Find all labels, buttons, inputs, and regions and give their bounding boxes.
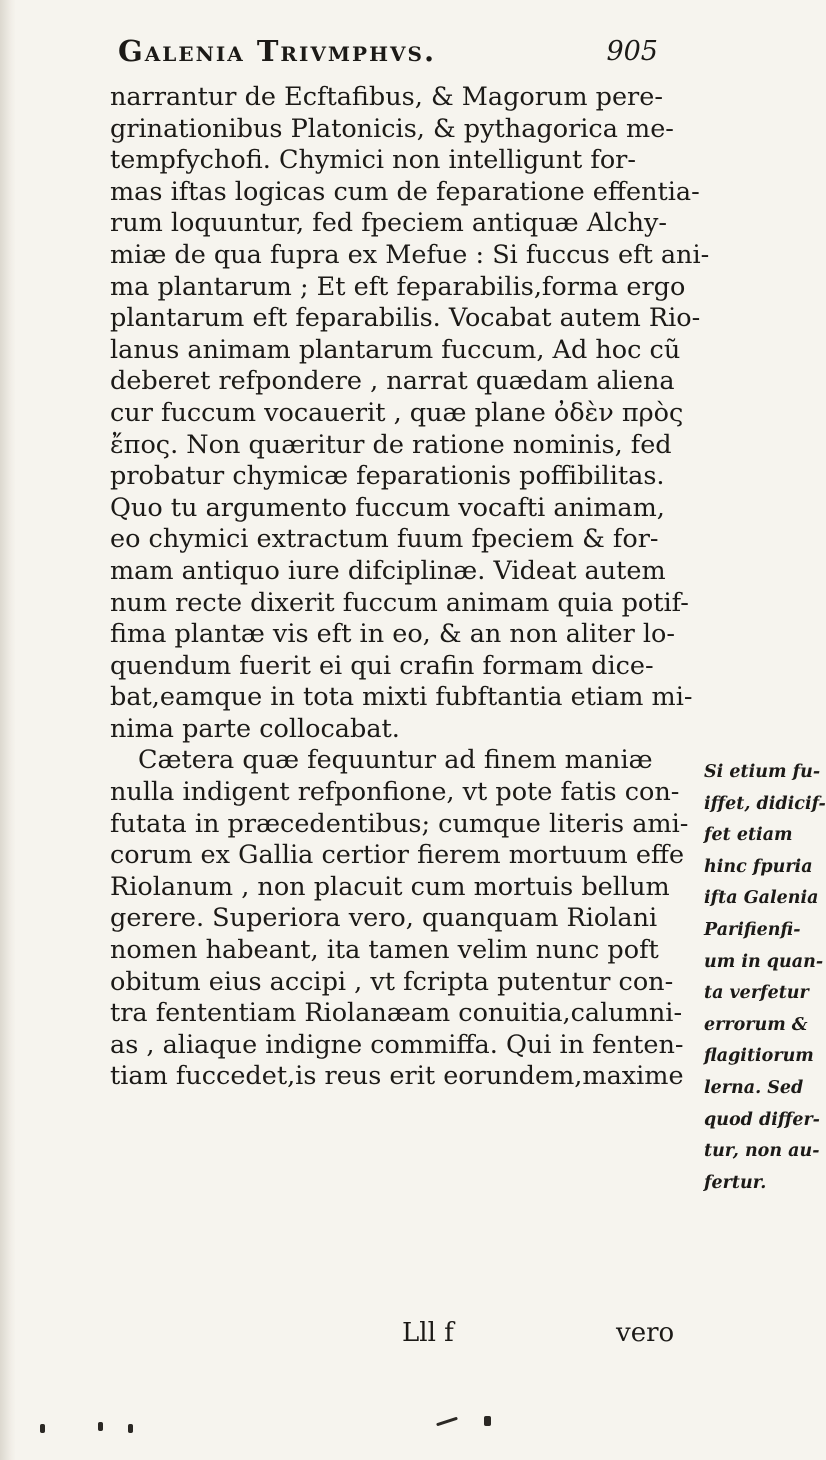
text-line: fima plantæ vis eft in eo, & an non aliter lo- xyxy=(110,619,676,650)
margin-note-line: ta verfetur xyxy=(704,983,809,1004)
margin-note-line: quod differ- xyxy=(704,1109,820,1130)
page-gutter xyxy=(0,0,16,1460)
text-line: probatur chymicæ feparationis poffibilitas. xyxy=(110,461,665,492)
text-line: ἔπος. Non quæritur de ratione nominis, fed xyxy=(110,429,672,460)
text-line: nomen habeant, ita tamen velim nunc poft xyxy=(110,935,659,966)
text-line: Cætera quæ fequuntur ad finem maniæ xyxy=(138,745,653,776)
margin-note-line xyxy=(704,1263,798,1295)
margin-note-line: lerna. Sed xyxy=(704,1077,804,1098)
margin-note-line: errorum & xyxy=(704,1014,808,1035)
text-line: narrantur de Ecftafibus, & Magorum pere- xyxy=(110,82,663,112)
text-line: tiam fuccedet,is reus erit eorundem,maxime xyxy=(110,1061,684,1092)
ink-speck xyxy=(40,1424,45,1433)
margin-note-line: fertur. xyxy=(704,1172,767,1193)
margin-note-line xyxy=(704,1199,798,1231)
margin-note-line: flagitiorum xyxy=(704,1046,814,1067)
text-line: Quo tu argumento fuccum vocafti animam, xyxy=(110,492,665,523)
signature-mark: Lll f xyxy=(402,1318,454,1348)
text-line: ma plantarum ; Et eft feparabilis,forma ergo xyxy=(110,271,686,302)
main-text xyxy=(110,82,710,1093)
text-line: tempfychofi. Chymici non intelligunt for- xyxy=(110,145,636,176)
margin-note-line: iffet, didicif- xyxy=(704,793,826,814)
margin-note-line: hinc fpuria xyxy=(704,856,813,877)
margin-note-line xyxy=(704,1231,798,1263)
text-line: num recte dixerit fuccum animam quia potif- xyxy=(110,587,689,618)
text-line: rum loquuntur, fed fpeciem antiquæ Alchy- xyxy=(110,208,668,239)
text-line: corum ex Gallia certior fierem mortuum effe xyxy=(110,840,685,871)
margin-note-line: Parifienfi- xyxy=(704,919,801,940)
ink-speck xyxy=(484,1416,491,1426)
text-line: nulla indigent refponfione, vt pote fatis con- xyxy=(110,777,680,808)
page-footer xyxy=(0,1318,800,1352)
text-line: bat,eamque in tota mixti fubftantia etiam mi- xyxy=(110,682,693,713)
margin-note-line: fet etiam xyxy=(704,825,793,846)
page-number: 905 xyxy=(606,36,658,67)
text-line: gerere. Superiora vero, quanquam Riolani xyxy=(110,903,658,934)
text-line: obitum eius accipi , vt fcripta putentur con- xyxy=(110,966,674,997)
text-line: plantarum eft feparabilis. Vocabat autem Rio- xyxy=(110,303,701,334)
text-line: nima parte collocabat. xyxy=(110,713,400,744)
margin-note-line: ifta Galenia xyxy=(704,888,819,909)
margin-note-line: Si etium fu- xyxy=(704,762,821,782)
text-line: futata in præcedentibus; cumque literis ami- xyxy=(110,808,689,839)
page-header xyxy=(118,34,658,78)
text-line: cur fuccum vocauerit , quæ plane ὀδὲν πρὸς xyxy=(110,397,684,428)
text-line: mam antiquo iure difciplinæ. Videat autem xyxy=(110,555,666,586)
text-line: eo chymici extractum fuum fpeciem & for- xyxy=(110,524,659,555)
text-line: deberet refpondere , narrat quædam aliena xyxy=(110,366,675,397)
catchword: vero xyxy=(616,1318,675,1348)
ink-speck xyxy=(436,1417,458,1427)
ink-specks xyxy=(0,1424,800,1438)
ink-speck xyxy=(98,1422,103,1431)
text-line: as , aliaque indigne commiffa. Qui in fenten- xyxy=(110,1029,684,1060)
text-line: tra fententiam Riolanæam conuitia,calumni- xyxy=(110,998,683,1029)
margin-note-line: um in quan- xyxy=(704,951,824,972)
text-line: Riolanum , non placuit cum mortuis bellum xyxy=(110,871,670,902)
text-line: quendum fuerit ei qui crafin formam dice- xyxy=(110,650,654,681)
text-line: mas iftas logicas cum de feparatione effentia- xyxy=(110,176,700,207)
margin-note xyxy=(704,757,826,1294)
running-head: Galenia Trivmphvs. xyxy=(118,34,437,68)
ink-speck xyxy=(128,1424,133,1433)
text-line: grinationibus Platonicis, & pythagorica me- xyxy=(110,113,674,144)
text-line: miæ de qua fupra ex Mefue : Si fuccus eft ani- xyxy=(110,239,710,270)
text-line: lanus animam plantarum fuccum, Ad hoc cũ xyxy=(110,334,681,365)
margin-note-line: tur, non au- xyxy=(704,1141,820,1162)
